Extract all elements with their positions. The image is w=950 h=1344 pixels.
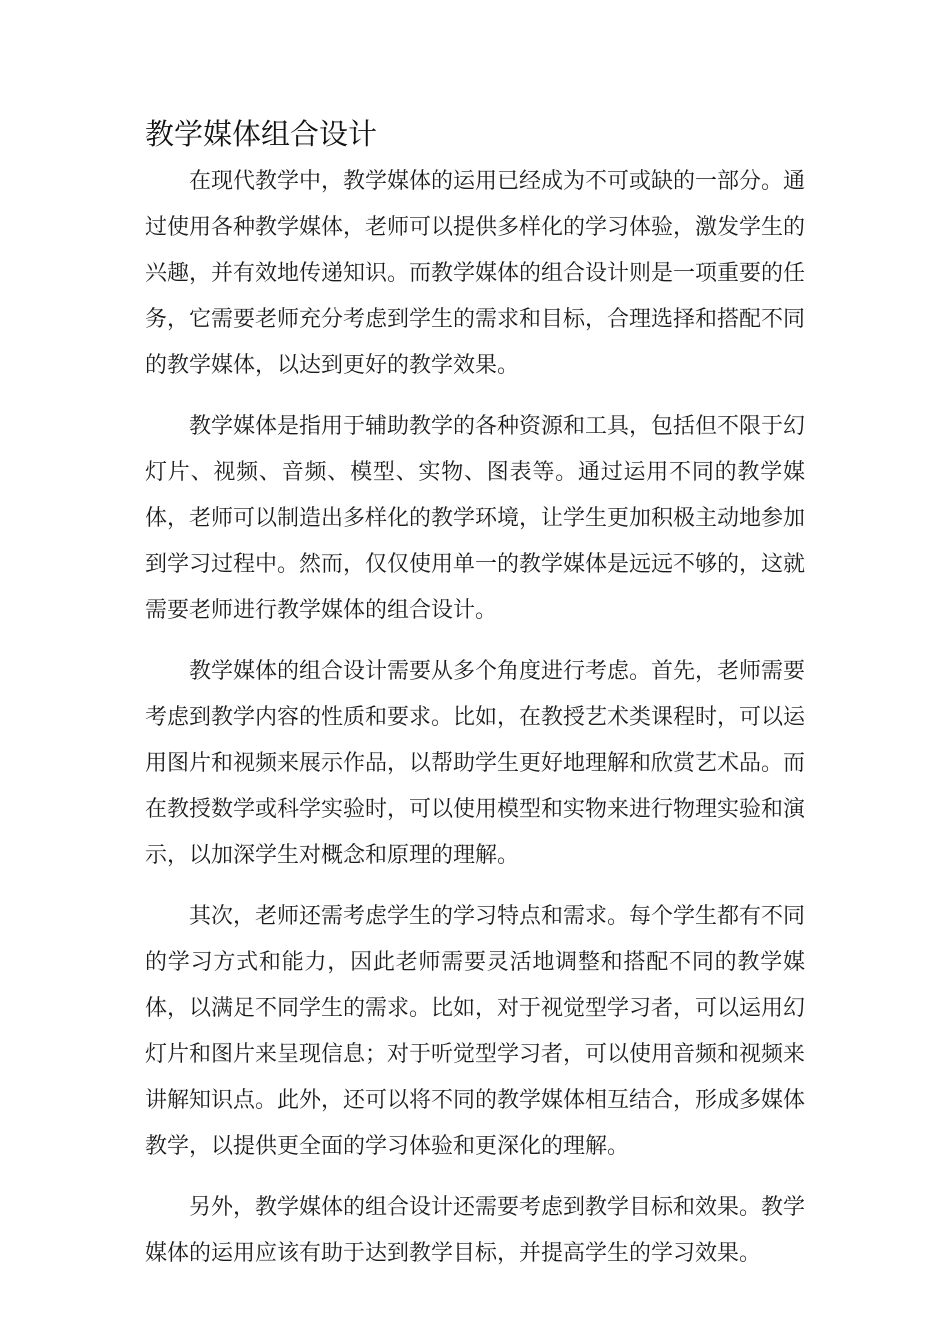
paragraph-2: 教学媒体是指用于辅助教学的各种资源和工具，包括但不限于幻灯片、视频、音频、模型、实物、图表等。通过运用不同的教学媒体，老师可以制造出多样化的教学环境，让学生更加积极主动地参加到学习过程中。然而，仅仅使用单一的教学媒体是远远不够的，这就需要老师进行教学媒体的组合设计。	[145, 414, 806, 623]
document-title: 教学媒体组合设计	[145, 117, 378, 151]
paragraph-4: 其次，老师还需考虑学生的学习特点和需求。每个学生都有不同的学习方式和能力，因此老师需要灵活地调整和搭配不同的教学媒体，以满足不同学生的需求。比如，对于视觉型学习者，可以运用幻灯片和图片来呈现信息；对于听觉型学习者，可以使用音频和视频来讲解知识点。此外，还可以将不同的教学媒体相互结合，形成多媒体教学，以提供更全面的学习体验和更深化的理解。	[145, 904, 806, 1159]
paragraph-5: 另外，教学媒体的组合设计还需要考虑到教学目标和效果。教学媒体的运用应该有助于达到教学目标，并提高学生的学习效果。	[145, 1195, 806, 1266]
paragraph-1: 在现代教学中，教学媒体的运用已经成为不可或缺的一部分。通过使用各种教学媒体，老师可以提供多样化的学习体验，激发学生的兴趣，并有效地传递知识。而教学媒体的组合设计则是一项重要的任务，它需要老师充分考虑到学生的需求和目标，合理选择和搭配不同的教学媒体，以达到更好的教学效果。	[145, 169, 806, 378]
document-body	[145, 159, 805, 1292]
paragraph-3: 教学媒体的组合设计需要从多个角度进行考虑。首先，老师需要考虑到教学内容的性质和要求。比如，在教授艺术类课程时，可以运用图片和视频来展示作品，以帮助学生更好地理解和欣赏艺术品。而在教授数学或科学实验时，可以使用模型和实物来进行物理实验和演示，以加深学生对概念和原理的理解。	[145, 659, 806, 868]
